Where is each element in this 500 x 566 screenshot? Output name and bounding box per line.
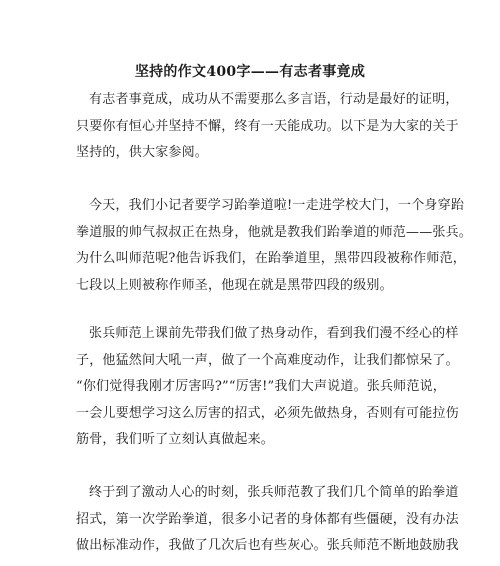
text-line: “你们觉得我刚才厉害吗?”“厉害!”我们大声说道。张兵师范说，: [76, 379, 446, 394]
text-line: 七段以上则被称作师圣，他现在就是黑带四段的级别。: [76, 277, 393, 293]
text-line: 今天，我们小记者要学习跆拳道啦!一走进学校大门，一个身穿跆: [89, 198, 465, 213]
document-title: 坚持的作文400字——有志者事竟成: [134, 64, 366, 80]
paragraph-3: [76, 321, 459, 454]
text-line: 招式，第一次学跆拳道，很多小记者的身体都有些僵硬，没有办法: [76, 511, 459, 527]
text-line: 为什么叫师范呢?他告诉我们，在跆拳道里，黑带四段被称作师范，: [76, 251, 466, 266]
text-line: 筋骨，我们听了立刻认真做起来。: [76, 432, 275, 447]
text-line: 拳道服的帅气叔叔正在热身，他就是教我们跆拳道的师范——张兵。: [76, 224, 473, 240]
text-line: 只要你有恒心并坚持不懈，终有一天能成功。以下是为大家的关于: [76, 118, 459, 134]
text-line: 做出标准动作，我做了几次后也有些灰心。张兵师范不断地鼓励我: [76, 538, 459, 553]
text-line: 坚持的，供大家参阅。: [76, 145, 209, 160]
text-line: 终于到了激动人心的时刻，张兵师范教了我们几个简单的跆拳道: [89, 485, 459, 500]
text-line: 有志者事竟成，成功从不需要那么多言语，行动是最好的证明，: [89, 92, 459, 107]
paragraph-4: [76, 480, 459, 560]
text-line: 张兵师范上课前先带我们做了热身动作，看到我们漫不经心的样: [89, 326, 459, 341]
text-line: 子，他猛然间大吼一声，做了一个高难度动作，让我们都惊呆了。: [76, 352, 459, 368]
paragraph-2: [76, 193, 473, 299]
text-line: 一会儿要想学习这么厉害的招式，必须先做热身，否则有可能拉伤: [76, 405, 459, 421]
paragraph-1: [76, 87, 459, 167]
